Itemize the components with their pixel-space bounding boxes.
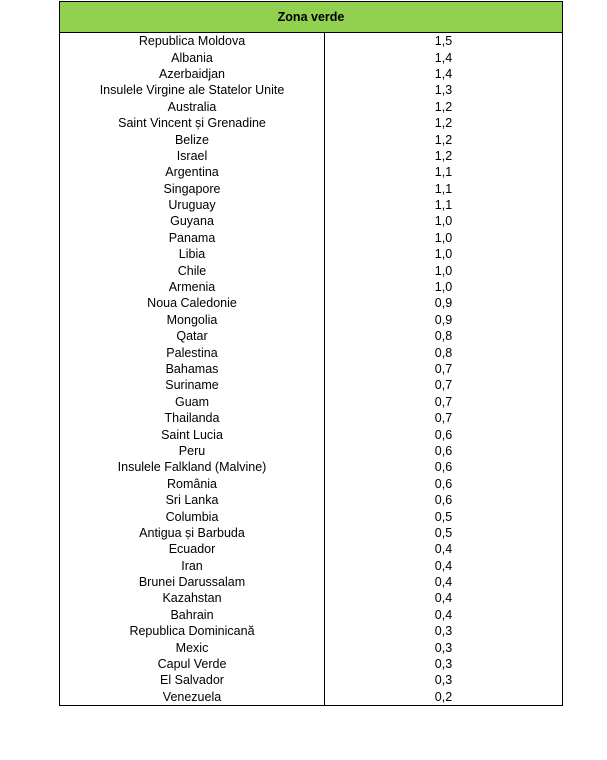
value-cell: 0,6: [325, 426, 563, 442]
table-row: [60, 639, 563, 655]
value-cell: 0,3: [325, 639, 563, 655]
table-row: [60, 672, 563, 688]
country-cell: Belize: [60, 131, 325, 147]
value-cell: 0,4: [325, 574, 563, 590]
value-cell: 1,2: [325, 115, 563, 131]
country-cell: Peru: [60, 443, 325, 459]
table-row: [60, 476, 563, 492]
country-cell: Singapore: [60, 181, 325, 197]
value-cell: 1,4: [325, 49, 563, 65]
value-cell: 0,3: [325, 656, 563, 672]
value-cell: 1,2: [325, 99, 563, 115]
value-cell: 0,6: [325, 476, 563, 492]
country-cell: El Salvador: [60, 672, 325, 688]
table-row: [60, 181, 563, 197]
table-row: [60, 66, 563, 82]
value-cell: 0,4: [325, 541, 563, 557]
table-row: [60, 197, 563, 213]
table-row: [60, 508, 563, 524]
table-row: [60, 82, 563, 98]
value-cell: 1,1: [325, 164, 563, 180]
value-cell: 0,2: [325, 689, 563, 706]
country-cell: Libia: [60, 246, 325, 262]
country-cell: Venezuela: [60, 689, 325, 706]
value-cell: 0,4: [325, 558, 563, 574]
country-cell: Thailanda: [60, 410, 325, 426]
table-row: [60, 279, 563, 295]
table-row: [60, 230, 563, 246]
value-cell: 0,4: [325, 590, 563, 606]
country-cell: Capul Verde: [60, 656, 325, 672]
country-cell: Panama: [60, 230, 325, 246]
table-row: [60, 115, 563, 131]
country-cell: Saint Lucia: [60, 426, 325, 442]
value-cell: 0,9: [325, 295, 563, 311]
country-cell: Guam: [60, 394, 325, 410]
table-row: [60, 426, 563, 442]
country-cell: România: [60, 476, 325, 492]
table-row: [60, 344, 563, 360]
value-cell: 0,6: [325, 459, 563, 475]
table-row: [60, 525, 563, 541]
table-row: [60, 574, 563, 590]
country-cell: Kazahstan: [60, 590, 325, 606]
value-cell: 0,6: [325, 443, 563, 459]
country-cell: Noua Caledonie: [60, 295, 325, 311]
value-cell: 0,5: [325, 508, 563, 524]
country-cell: Insulele Virgine ale Statelor Unite: [60, 82, 325, 98]
table-row: [60, 656, 563, 672]
country-cell: Bahrain: [60, 607, 325, 623]
value-cell: 1,1: [325, 197, 563, 213]
table-row: [60, 361, 563, 377]
country-cell: Mongolia: [60, 312, 325, 328]
country-cell: Guyana: [60, 213, 325, 229]
table-row: [60, 689, 563, 706]
country-cell: Australia: [60, 99, 325, 115]
country-cell: Suriname: [60, 377, 325, 393]
table-row: [60, 459, 563, 475]
green-zone-table: [59, 1, 563, 706]
country-cell: Azerbaidjan: [60, 66, 325, 82]
country-cell: Uruguay: [60, 197, 325, 213]
country-cell: Iran: [60, 558, 325, 574]
value-cell: 1,1: [325, 181, 563, 197]
value-cell: 0,6: [325, 492, 563, 508]
country-cell: Albania: [60, 49, 325, 65]
table-row: [60, 49, 563, 65]
value-cell: 0,7: [325, 361, 563, 377]
country-cell: Qatar: [60, 328, 325, 344]
table-row: [60, 377, 563, 393]
country-cell: Columbia: [60, 508, 325, 524]
table-row: [60, 590, 563, 606]
country-cell: Saint Vincent și Grenadine: [60, 115, 325, 131]
value-cell: 1,0: [325, 279, 563, 295]
value-cell: 0,4: [325, 607, 563, 623]
table-row: [60, 295, 563, 311]
value-cell: 0,3: [325, 672, 563, 688]
country-cell: Ecuador: [60, 541, 325, 557]
value-cell: 1,4: [325, 66, 563, 82]
table-row: [60, 443, 563, 459]
table-row: [60, 394, 563, 410]
value-cell: 0,7: [325, 410, 563, 426]
country-cell: Bahamas: [60, 361, 325, 377]
table-row: [60, 213, 563, 229]
value-cell: 1,0: [325, 230, 563, 246]
table-row: [60, 33, 563, 50]
table-header-row: [60, 2, 563, 33]
table-row: [60, 148, 563, 164]
country-cell: Brunei Darussalam: [60, 574, 325, 590]
table-body: [60, 33, 563, 706]
country-cell: Palestina: [60, 344, 325, 360]
country-cell: Sri Lanka: [60, 492, 325, 508]
country-cell: Armenia: [60, 279, 325, 295]
table-row: [60, 246, 563, 262]
value-cell: 0,7: [325, 394, 563, 410]
table-row: [60, 410, 563, 426]
country-cell: Republica Dominicană: [60, 623, 325, 639]
value-cell: 0,5: [325, 525, 563, 541]
value-cell: 1,0: [325, 246, 563, 262]
table-row: [60, 328, 563, 344]
value-cell: 0,9: [325, 312, 563, 328]
table-row: [60, 623, 563, 639]
country-cell: Argentina: [60, 164, 325, 180]
country-cell: Antigua și Barbuda: [60, 525, 325, 541]
value-cell: 1,0: [325, 262, 563, 278]
value-cell: 1,0: [325, 213, 563, 229]
table-row: [60, 164, 563, 180]
table-row: [60, 558, 563, 574]
country-cell: Republica Moldova: [60, 33, 325, 50]
table-row: [60, 607, 563, 623]
country-cell: Chile: [60, 262, 325, 278]
value-cell: 1,2: [325, 148, 563, 164]
value-cell: 0,8: [325, 328, 563, 344]
table-row: [60, 99, 563, 115]
table-row: [60, 541, 563, 557]
table-row: [60, 312, 563, 328]
table-row: [60, 492, 563, 508]
country-cell: Mexic: [60, 639, 325, 655]
table-row: [60, 262, 563, 278]
value-cell: 0,3: [325, 623, 563, 639]
green-zone-table-container: [59, 1, 562, 706]
value-cell: 1,5: [325, 33, 563, 50]
value-cell: 0,8: [325, 344, 563, 360]
table-row: [60, 131, 563, 147]
country-cell: Israel: [60, 148, 325, 164]
value-cell: 1,3: [325, 82, 563, 98]
table-title: Zona verde: [60, 2, 563, 33]
value-cell: 1,2: [325, 131, 563, 147]
country-cell: Insulele Falkland (Malvine): [60, 459, 325, 475]
value-cell: 0,7: [325, 377, 563, 393]
